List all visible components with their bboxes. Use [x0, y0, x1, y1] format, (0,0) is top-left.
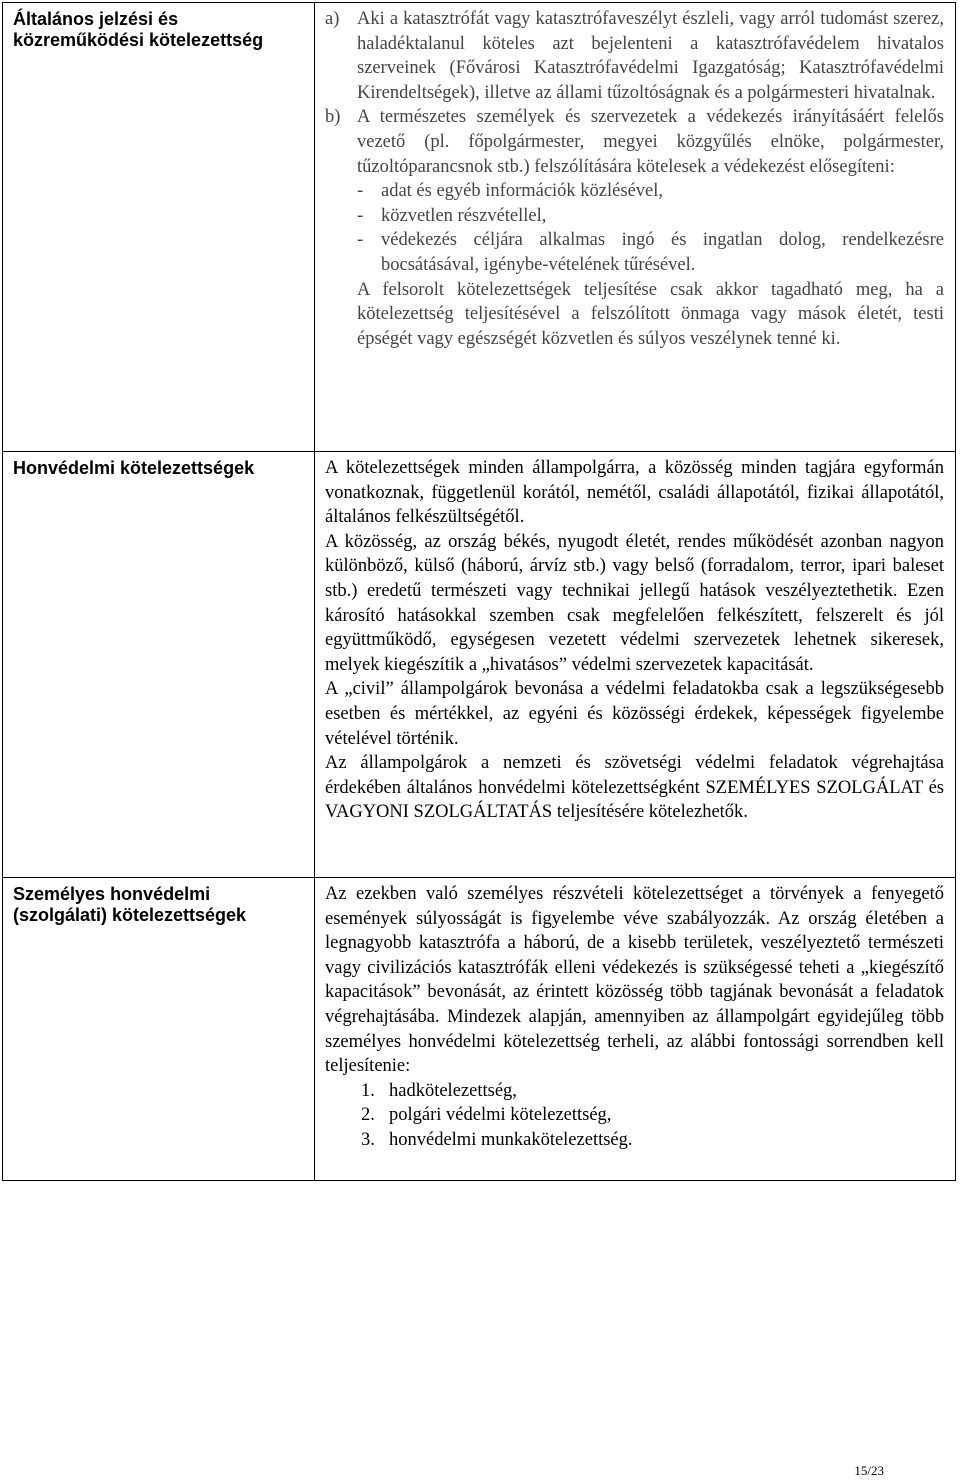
list-text: hadkötelezettség, [389, 1080, 517, 1101]
paragraph: A kötelezettségek minden állampolgárra, a közösség minden tagjára egyformán vonatkoznak, függetlenül korától, nemétől, családi állapotától, fizikai állapotától, általános felkészültségétől. [325, 458, 944, 528]
row-content [315, 3, 956, 452]
priority-list [325, 1079, 944, 1153]
list-item [361, 1128, 944, 1153]
paragraph: Az ezekben való személyes részvételi kötelezettséget a törvények a fenyegető események súlyosságát is figyelembe véve szabályozzák. Az ország életében a legnagyobb katasztrófa a háború, de a kisebb területek, veszélyeztető természeti vagy civilizációs katasztrófák elleni védekezés is szükségessé teheti a „kiegészítő kapacitások” bevonását, az érintett közösség több tagjának bevonását a feladatok végrehajtásába. Mindezek alapján, amennyiben az állampolgárt egyidejűleg több személyes honvédelmi kötelezettség terheli, az alábbi fontossági sorrendben kell teljesítenie: [325, 884, 944, 1077]
dash-text: védekezés céljára alkalmas ingó és ingatlan dolog, rendelkezésre bocsátásával, igénybe-vételének tűrésével. [381, 230, 944, 275]
paragraph: A „civil” állampolgárok bevonása a védelmi feladatokba csak a legszükségesebb esetben és mértékkel, az egyéni és közösségi érdekek, képességek figyelembe vételével történik. [325, 679, 944, 749]
content-table [2, 2, 956, 1181]
table-row [3, 878, 956, 1181]
row-content [315, 878, 956, 1181]
item-b [325, 105, 944, 179]
dash-text: közvetlen részvétellel, [381, 205, 547, 226]
row-label: Személyes honvédelmi (szolgálati) kötelezettségek [3, 878, 315, 1181]
item-text: Aki a katasztrófát vagy katasztrófaveszélyt észleli, vagy arról tudomást szerez, haladéktalanul köteles azt bejelenteni a katasztrófavédelem hivatalos szerveinek (Fővárosi Katasztrófavédelmi Igazgatóság; Katasztrófavédelmi Kirendeltségek), illetve az állami tűzoltóságnak és a polgármesteri hivatalnak. [357, 9, 944, 103]
table-row [3, 452, 956, 878]
list-number: 2. [361, 1105, 375, 1126]
dash-marker: - [357, 181, 364, 202]
list-item [361, 1103, 944, 1128]
row-content [315, 452, 956, 878]
paragraph: A közösség, az ország békés, nyugodt életét, rendes működését azonban nagyon különböző, külső (háború, árvíz stb.) vagy belső (forradalom, terror, ipari baleset stb.) eredetű természeti vagy technikai jellegű hatások veszélyeztethetik. Ezen károsító hatásokkal szemben csak megfelelően felkészített, felszerelt és jól együttműködő, egységesen vezetett védelmi szervezetek lehetnek sikeresek, melyek kiegészítik a „hivatásos” védelmi szervezetek kapacitását. [325, 531, 944, 675]
list-item [361, 1079, 944, 1104]
item-text: A természetes személyek és szervezetek a védekezés irányításáért felelős vezető (pl. főpolgármester, megyei közgyűlés elnöke, polgármester, tűzoltóparancsnok stb.) felszólítására kötelesek a védekezést elősegíteni: [357, 107, 944, 177]
dash-marker: - [357, 230, 364, 251]
dash-item [325, 228, 944, 277]
paragraph: Az állampolgárok a nemzeti és szövetségi védelmi feladatok végrehajtása érdekében általános honvédelmi kötelezettségként SZEMÉLYES SZOLGÁLAT és VAGYONI SZOLGÁLTATÁS teljesítésére kötelezhetők. [325, 753, 944, 823]
item-marker: b) [325, 107, 341, 128]
closing-paragraph: A felsorolt kötelezettségek teljesítése csak akkor tagadható meg, ha a kötelezettség teljesítésével a felszólított önmaga vagy mások életét, testi épségét vagy egészségét közvetlen és súlyos veszélynek tenné ki. [357, 279, 944, 349]
dash-item [325, 204, 944, 229]
item-a [325, 7, 944, 105]
row-label: Általános jelzési és közreműködési kötelezettség [3, 3, 315, 452]
page-number: 15/23 [854, 1463, 884, 1478]
list-number: 1. [361, 1080, 375, 1101]
list-number: 3. [361, 1129, 375, 1150]
list-text: honvédelmi munkakötelezettség. [389, 1129, 633, 1150]
item-marker: a) [325, 9, 340, 29]
table-row [3, 3, 956, 452]
dash-item [325, 179, 944, 204]
list-text: polgári védelmi kötelezettség, [389, 1105, 612, 1126]
dash-marker: - [357, 205, 364, 226]
dash-text: adat és egyéb információk közlésével, [381, 181, 664, 202]
row-label: Honvédelmi kötelezettségek [3, 452, 315, 878]
